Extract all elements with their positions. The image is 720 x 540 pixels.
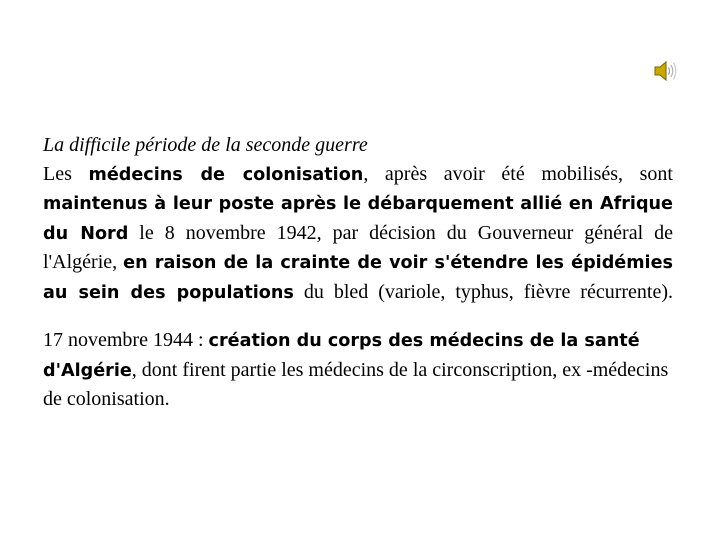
speaker-icon[interactable] — [652, 58, 678, 84]
para2-text-2: , dont firent partie les médecins de la circonscription, ex -médecins de colonisation. — [43, 358, 669, 410]
para1-text-4: du bled (variole, typhus, fièvre récurrente). — [293, 280, 673, 303]
para1-text-3: le 8 novembre 1942, par décision du Gouverneur général de l'Algérie, — [43, 221, 673, 273]
para1-emphasis-3: en raison de la crainte de voir s'étendre les épidémies au sein des populations — [43, 253, 673, 303]
para2-emphasis-1: création du corps des médecins de la santé d'Algérie — [43, 331, 640, 381]
para1-emphasis-2: maintenus à leur poste après le débarquement allié en Afrique du Nord — [43, 194, 673, 244]
slide-title: La difficile période de la seconde guerre — [43, 134, 368, 156]
slide-content — [43, 131, 673, 414]
paragraph-war-period — [43, 160, 673, 308]
para2-text-1: 17 novembre 1944 : — [43, 329, 209, 351]
paragraph-1944 — [43, 326, 673, 414]
para1-emphasis-1: médecins de colonisation — [88, 164, 364, 185]
para1-text-1: Les — [43, 162, 89, 185]
para1-text-2: , après avoir été mobilisés, sont — [363, 162, 673, 185]
